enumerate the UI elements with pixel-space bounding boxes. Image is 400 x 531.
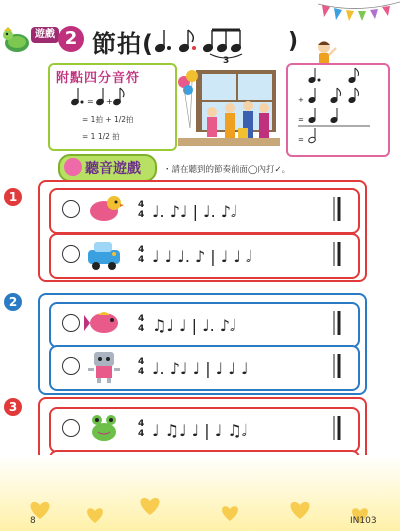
triplet-number: 3 xyxy=(223,56,230,64)
time-sig-bottom: 4 xyxy=(138,255,145,265)
time-sig-top: 4 xyxy=(138,314,145,324)
info-line-1: = 1拍 + 1/2拍 xyxy=(82,115,134,124)
family-illustration xyxy=(178,68,280,146)
game-label: 遊戲 xyxy=(31,27,59,43)
time-sig-bottom: 4 xyxy=(138,429,145,439)
title-rhythm-notes xyxy=(148,24,308,64)
rhythm-notes: ♩. ♪♩ | ♩. ♪𝅗𝅥 xyxy=(152,202,237,221)
time-sig-bottom: 4 xyxy=(138,210,145,220)
rhythm-staff xyxy=(136,348,346,384)
game-number: 2 xyxy=(58,26,84,52)
time-sig-top: 4 xyxy=(138,357,145,367)
dotted-quarter-equation xyxy=(64,84,164,144)
answer-circle[interactable] xyxy=(62,245,80,263)
info-line-2: = 1 1/2 拍 xyxy=(82,132,120,141)
bunting-decoration xyxy=(318,0,400,30)
group-number: 3 xyxy=(4,398,22,416)
svg-text:+: + xyxy=(298,96,304,104)
time-sig-top: 4 xyxy=(138,245,145,255)
rhythm-notes: ♩ ♩ ♩. ♪ | ♩ ♩ 𝅗𝅥 xyxy=(152,247,252,266)
car-icon xyxy=(84,236,124,272)
fish-icon xyxy=(84,305,124,341)
rhythm-notes: ♩ ♫♩ ♩ | ♩ ♫𝅗𝅥 xyxy=(152,421,247,440)
frog-icon xyxy=(84,410,124,446)
instruction-text: ・請在聽到的節奏前面◯內打✓。 xyxy=(163,165,291,175)
page-title: 節拍( xyxy=(92,30,154,58)
title-close-paren: ) xyxy=(288,29,299,54)
rhythm-staff xyxy=(136,191,346,227)
rhythm-notes: ♩. ♪♩ ♩ | ♩ ♩ ♩ xyxy=(152,359,249,378)
time-sig-bottom: 4 xyxy=(138,324,145,334)
group-number: 2 xyxy=(4,293,22,311)
svg-text:=: = xyxy=(298,136,304,144)
time-sig-bottom: 4 xyxy=(138,367,145,377)
answer-circle[interactable] xyxy=(62,200,80,218)
time-sig-top: 4 xyxy=(138,419,145,429)
turtle-icon xyxy=(2,25,32,55)
info-title: 附點四分音符 xyxy=(56,71,141,86)
time-sig-top: 4 xyxy=(138,200,145,210)
answer-circle[interactable] xyxy=(62,419,80,437)
page-number: 8 xyxy=(30,516,36,526)
svg-text:+: + xyxy=(106,97,113,106)
svg-text:=: = xyxy=(87,97,94,106)
note-values-diagram xyxy=(290,66,384,152)
duck-icon xyxy=(84,191,124,227)
group-number: 1 xyxy=(4,188,22,206)
section-title: 聽音遊戲 xyxy=(85,161,141,177)
footer-hearts-decoration xyxy=(0,455,400,531)
rhythm-notes: ♫♩ ♩ | ♩. ♪𝅗𝅥 xyxy=(152,316,236,335)
rhythm-staff xyxy=(136,236,346,272)
answer-circle[interactable] xyxy=(62,314,80,332)
svg-text:=: = xyxy=(298,116,304,124)
ear-icon xyxy=(64,158,82,176)
book-code: IN103 xyxy=(350,516,377,526)
rhythm-staff xyxy=(136,305,346,341)
robot-icon xyxy=(84,348,124,384)
answer-circle[interactable] xyxy=(62,357,80,375)
rhythm-staff xyxy=(136,410,346,446)
